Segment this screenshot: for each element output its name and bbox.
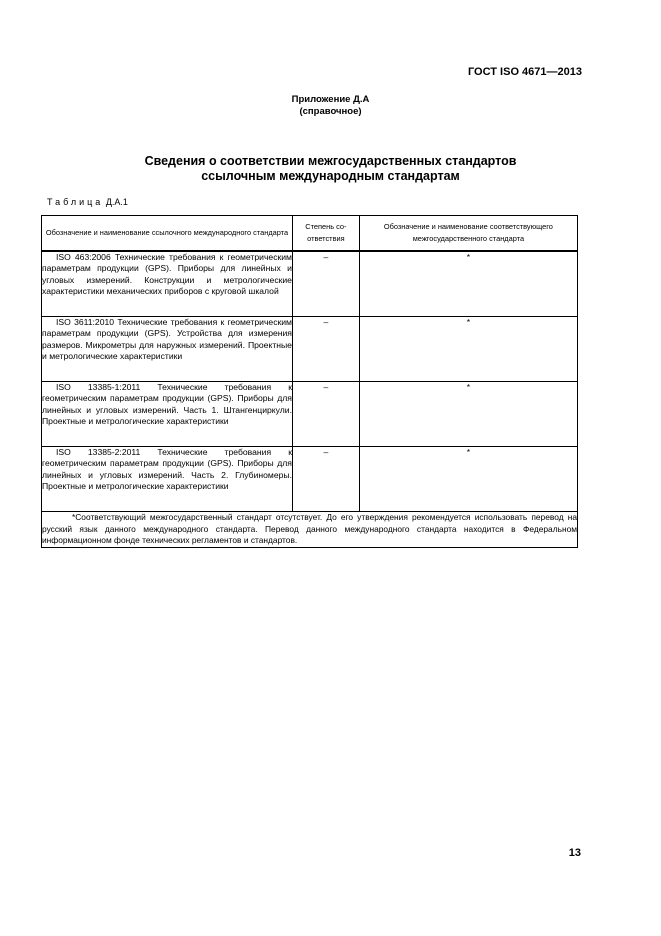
- appendix-title: Приложение Д.А: [291, 94, 370, 105]
- table-label: [47, 197, 128, 207]
- reference-cell: [42, 251, 293, 317]
- reference-text: ISO 463:2006 Технические требования к геометрическим параметрам продукции (GPS). Приборы для линейных и угловых измерений. Конструкции и метрологические характеристики механических приборов с круговой шкалой: [42, 252, 292, 297]
- table-row: [42, 317, 578, 382]
- table-row: [42, 251, 578, 317]
- degree-cell: –: [292, 447, 359, 512]
- reference-cell: [42, 447, 293, 512]
- reference-cell: [42, 382, 293, 447]
- correspondence-table: [41, 215, 578, 548]
- reference-text: ISO 13385-1:2011 Технические требования к геометрическим параметрам продукции (GPS). Приборы для линейных и угловых измерений. Часть 1. Штангенциркули. Проектные и метрологические характеристики: [42, 382, 292, 427]
- national-cell: *: [359, 382, 577, 447]
- reference-text: ISO 13385-2:2011 Технические требования к геометрическим параметрам продукции (GPS). Приборы для линейных и угловых измерений. Часть 2. Глубиномеры. Проектные и метрологические характеристики: [42, 447, 292, 492]
- section-title-line-1: Сведения о соответствии межгосударственных стандартов: [144, 154, 517, 168]
- table-label-prefix: Таблица: [47, 197, 104, 207]
- table-row: [42, 447, 578, 512]
- degree-cell: –: [292, 317, 359, 382]
- table-row: [42, 382, 578, 447]
- table-label-number: Д.А.1: [105, 197, 128, 207]
- national-cell: *: [359, 317, 577, 382]
- reference-text: ISO 3611:2010 Технические требования к геометрическим параметрам продукции (GPS). Устройства для измерения размеров. Микрометры для наружных измерений. Проектные и метрологические характеристики: [42, 317, 292, 362]
- table-header-row: [42, 216, 578, 252]
- column-header-national: Обозначение и наименование соответствующего межгосударственного стандарта: [359, 216, 577, 252]
- appendix-heading: [0, 94, 661, 118]
- table-footnote: [42, 512, 578, 548]
- section-title: [0, 154, 661, 184]
- national-cell: *: [359, 251, 577, 317]
- column-header-degree: Степень со-ответствия: [292, 216, 359, 252]
- footnote-row: [42, 512, 578, 548]
- national-cell: *: [359, 447, 577, 512]
- appendix-subtitle: (справочное): [299, 106, 362, 117]
- degree-cell: –: [292, 382, 359, 447]
- footnote-text: *Соответствующий межгосударственный стандарт отсутствует. До его утверждения рекомендуется использовать перевод на русский язык данного международного стандарта. Перевод данного международного стандарта находится в Федеральном информационном фонде технических регламентов и стандартов.: [42, 512, 577, 546]
- standard-code: ГОСТ ISO 4671—2013: [467, 66, 582, 78]
- page-number: 13: [568, 847, 581, 859]
- degree-cell: –: [292, 251, 359, 317]
- section-title-line-2: ссылочным международным стандартам: [201, 169, 460, 183]
- reference-cell: [42, 317, 293, 382]
- column-header-reference: Обозначение и наименование ссылочного международного стандарта: [42, 216, 293, 252]
